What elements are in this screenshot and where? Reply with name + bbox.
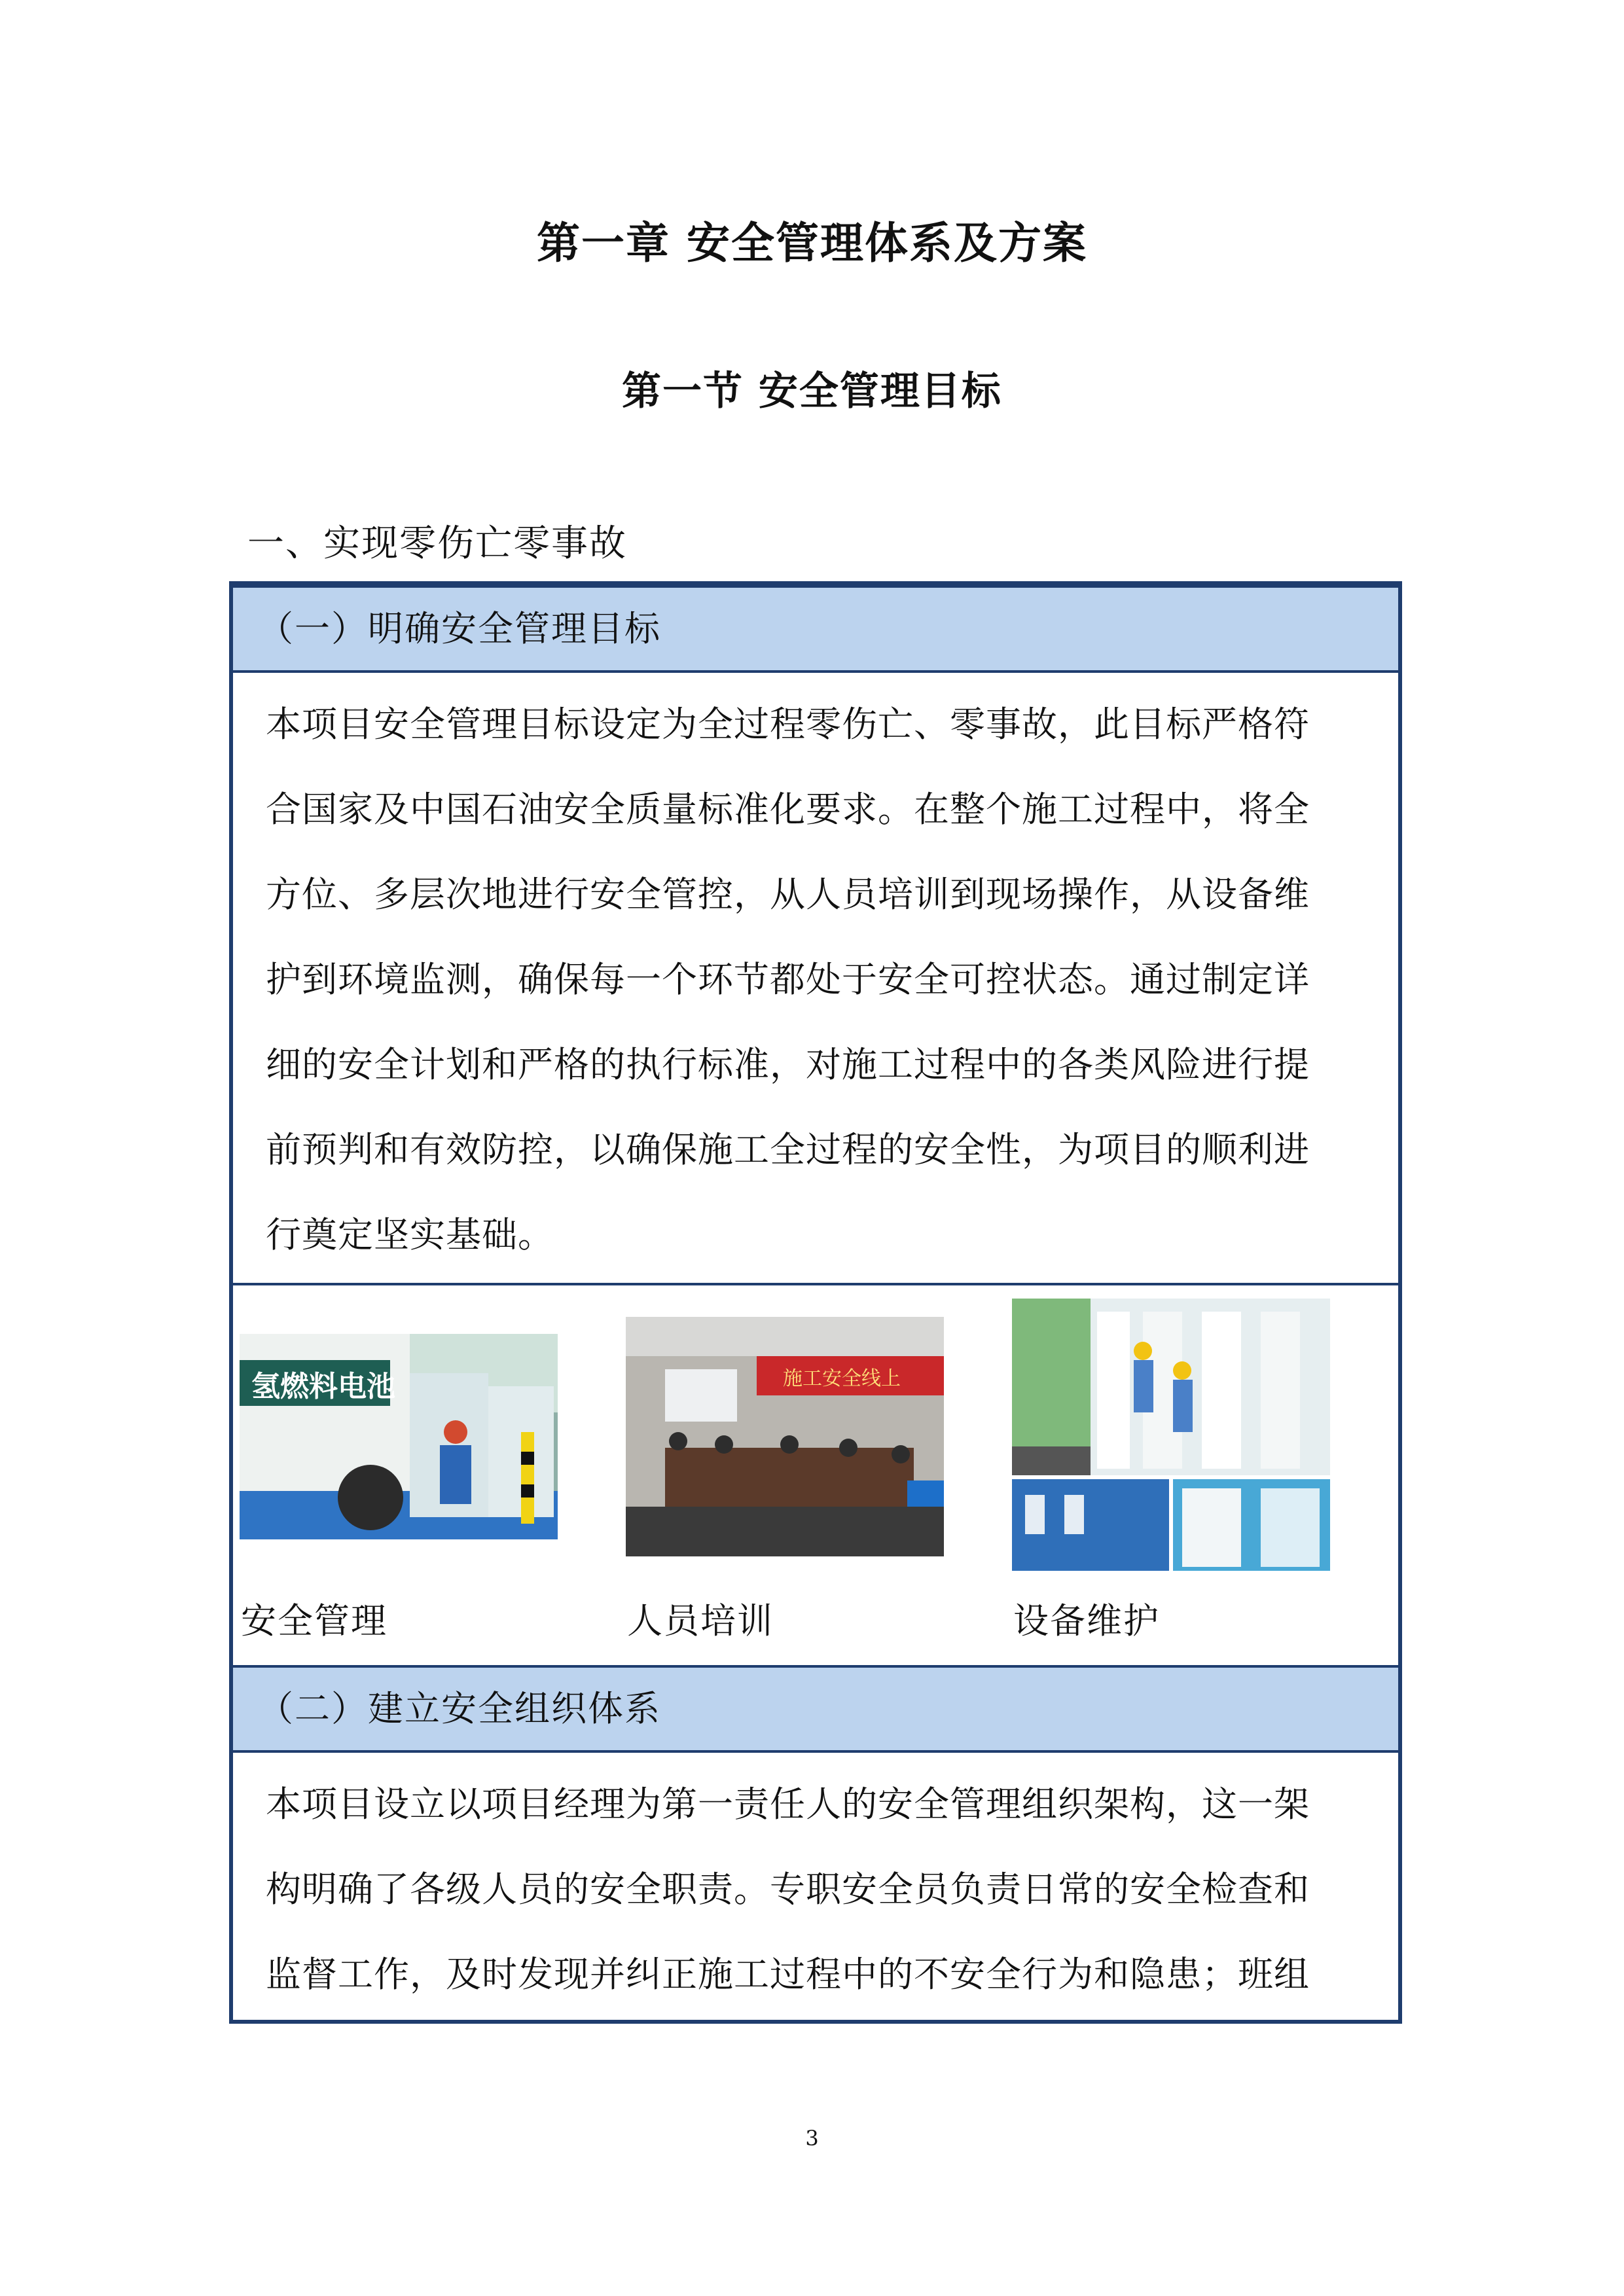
subsection-1-title: （一）明确安全管理目标 <box>233 585 1398 673</box>
paragraph-line: 行奠定坚实基础。 <box>266 1214 554 1255</box>
subsection-2-paragraph <box>266 1762 1372 2017</box>
caption-safety-management: 安全管理 <box>241 1600 388 1641</box>
content-frame <box>229 581 1402 2024</box>
photo-equipment-maintenance <box>1012 1299 1330 1571</box>
page-number: 3 <box>805 2126 819 2151</box>
paragraph-line: 构明确了各级人员的安全职责。专职安全员负责日常的安全检查和 <box>266 1869 1310 1910</box>
paragraph-line: 监督工作，及时发现并纠正施工过程中的不安全行为和隐患；班组 <box>266 1954 1310 1995</box>
photo-safety-management <box>240 1334 558 1539</box>
paragraph-line: 护到环境监测，确保每一个环节都处于安全可控状态。通过制定详 <box>266 959 1310 1000</box>
subsection-1-paragraph <box>266 682 1372 1278</box>
paragraph-line: 本项目设立以项目经理为第一责任人的安全管理组织架构，这一架 <box>266 1784 1310 1825</box>
paragraph-line: 前预判和有效防控，以确保施工全过程的安全性，为项目的顺利进 <box>266 1129 1310 1170</box>
photo-personnel-training <box>626 1317 944 1556</box>
bus-banner-text: 氢燃料电池 <box>251 1370 395 1403</box>
caption-equipment-maintenance: 设备维护 <box>1013 1600 1160 1641</box>
paragraph-line: 方位、多层次地进行安全管控，从人员培训到现场操作，从设备维 <box>266 874 1310 915</box>
divider <box>233 1283 1398 1285</box>
chapter-title: 第一章 安全管理体系及方案 <box>537 218 1087 268</box>
paragraph-line: 细的安全计划和严格的执行标准，对施工过程中的各类风险进行提 <box>266 1044 1310 1085</box>
subsection-2-title: （二）建立安全组织体系 <box>233 1665 1398 1753</box>
paragraph-line: 合国家及中国石油安全质量标准化要求。在整个施工过程中，将全 <box>266 789 1310 830</box>
caption-personnel-training: 人员培训 <box>627 1600 774 1641</box>
heading-level-1: 一、实现零伤亡零事故 <box>247 522 627 565</box>
section-title: 第一节 安全管理目标 <box>622 368 1002 414</box>
meeting-banner-text: 施工安全线上 <box>783 1367 901 1390</box>
paragraph-line: 本项目安全管理目标设定为全过程零伤亡、零事故，此目标严格符 <box>266 704 1310 745</box>
